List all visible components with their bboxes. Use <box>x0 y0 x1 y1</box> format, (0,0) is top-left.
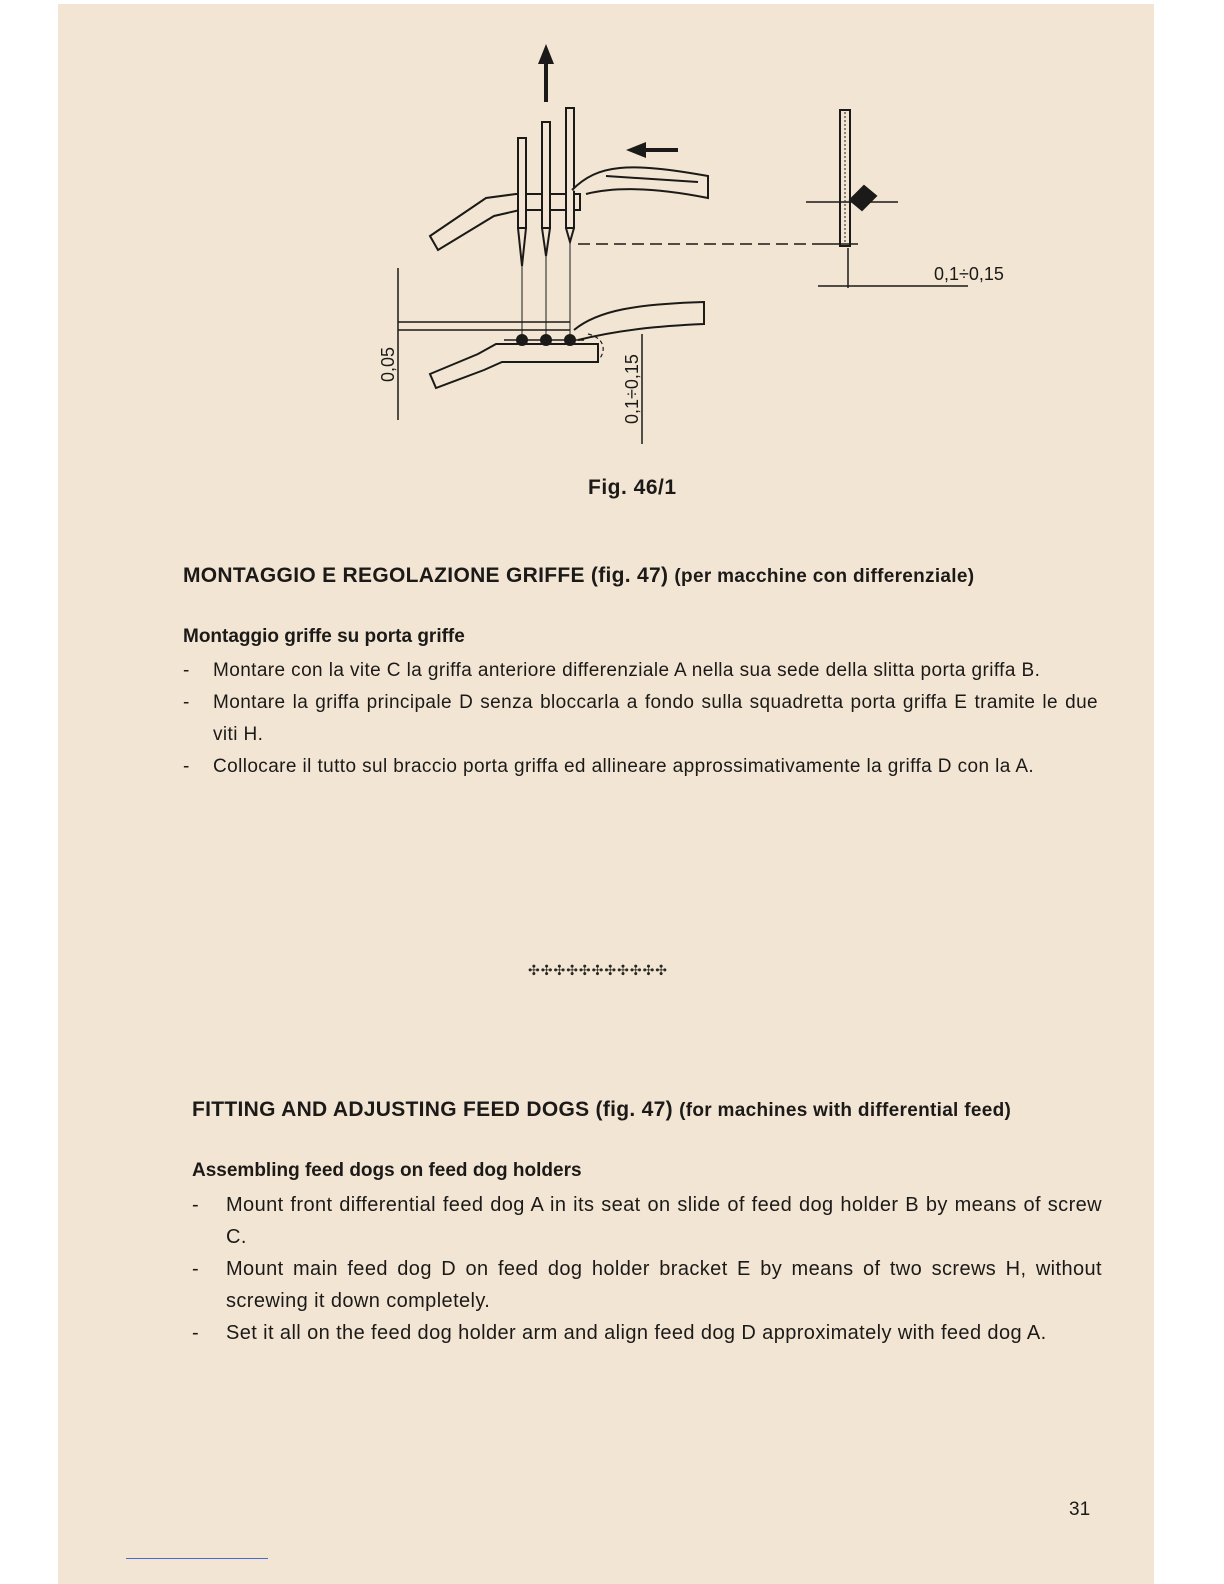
dim-label-right: 0,1÷0,15 <box>934 264 1004 284</box>
looper-top-shape <box>572 167 708 198</box>
list-item: - Mount main feed dog D on feed dog holder bracket E by means of two screws H, without screwing it down completely. <box>192 1258 1102 1312</box>
section-divider-ornament: ✣✣✣✣✣✣✣✣✣✣✣ <box>528 962 669 978</box>
list-item: - Montare con la vite C la griffa anteriore differenziale A nella sua sede della slitta porta griffa B. <box>183 660 1041 681</box>
italian-title-note: (per macchine con differenziale) <box>674 566 975 587</box>
italian-subtitle: Montaggio griffe su porta griffe <box>183 626 465 647</box>
english-subtitle: Assembling feed dogs on feed dog holders <box>192 1160 582 1181</box>
needles <box>518 108 574 266</box>
up-arrow-head-icon <box>538 44 554 64</box>
italian-title-main: MONTAGGIO E REGOLAZIONE GRIFFE (fig. 47) <box>183 564 669 587</box>
dim-label-center: 0,1÷0,15 <box>622 354 642 424</box>
page-number: 31 <box>1069 1499 1091 1520</box>
italian-title <box>183 560 1098 593</box>
bottom-rule <box>126 1558 268 1559</box>
list-item: - Set it all on the feed dog holder arm and align feed dog D approximately with feed dog A. <box>192 1322 1047 1344</box>
feed-dog-holder-shape <box>574 302 704 340</box>
dim-label-left: 0,05 <box>378 346 398 382</box>
manual-page <box>58 4 1154 1584</box>
list-item: - Collocare il tutto sul braccio porta griffa ed allineare approssimativamente la griffa D con la A. <box>183 756 1035 777</box>
feed-dog-arm-shape <box>430 344 598 388</box>
english-steps <box>192 1189 1102 1349</box>
italian-steps <box>183 655 1098 783</box>
english-title-note: (for machines with differential feed) <box>679 1100 1012 1121</box>
needle-holder-shape <box>430 194 580 250</box>
english-title-main: FITTING AND ADJUSTING FEED DOGS (fig. 47) <box>192 1098 673 1121</box>
italian-section <box>183 560 1098 783</box>
english-title <box>192 1094 1102 1127</box>
left-arrow-head-icon <box>626 142 646 158</box>
figure-46-1-diagram <box>58 4 1154 484</box>
list-item: - Mount front differential feed dog A in its seat on slide of feed dog holder B by means of screw C. <box>192 1194 1102 1248</box>
list-item: - Montare la griffa principale D senza bloccarla a fondo sulla squadretta porta griffa E tramite le due viti H. <box>183 692 1098 745</box>
english-section <box>192 1094 1102 1349</box>
looper-point-shape <box>850 186 876 210</box>
figure-caption: Fig. 46/1 <box>588 476 677 499</box>
